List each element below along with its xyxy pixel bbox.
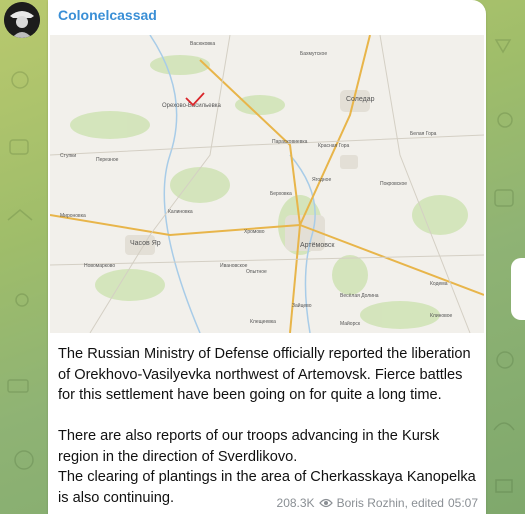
map-label-paraskovievka: Парасковиевка	[272, 139, 308, 145]
message-text	[58, 344, 478, 508]
map-label-mayorsk: Майорск	[340, 321, 361, 327]
map-image[interactable]	[50, 35, 484, 333]
map-label-vasyukovka: Васюковка	[190, 41, 216, 47]
message-meta	[277, 496, 478, 510]
map-label-soledar: Соледар	[346, 96, 375, 103]
map-label-pereznoe: Перезное	[96, 157, 119, 163]
map-label-artemovsk: Артёмовск	[300, 242, 335, 249]
message-time: 05:07	[447, 496, 478, 510]
map-label-kodema: Кодема	[430, 281, 448, 287]
map-label-opytnoe: Опытное	[246, 269, 267, 275]
adjacent-message-edge	[511, 258, 525, 320]
map-label-khromovo: Хромово	[244, 229, 265, 235]
map-label-chasov-yar: Часов Яр	[130, 240, 161, 247]
author-edited: Boris Rozhin, edited	[336, 496, 444, 510]
map-label-kleshcheevka: Клещеевка	[250, 319, 276, 325]
avatar-image	[4, 2, 40, 38]
message-paragraph-3: The clearing of plantings in the area of Cherkasskaya Kanopelka is also continuing.	[58, 469, 476, 506]
map-label-krasnaya-gora: Красная Гора	[318, 143, 350, 149]
map-svg	[50, 35, 484, 333]
map-label-ivanovskoe: Ивановское	[220, 263, 248, 269]
map-label-stupki: Ступки	[60, 153, 77, 159]
channel-avatar[interactable]	[4, 2, 40, 38]
map-label-novomarkovo: Новомарково	[84, 263, 116, 269]
map-label-kalinovka: Калиновка	[168, 209, 193, 215]
view-count: 208.3K	[276, 496, 315, 510]
map-label-vesyolaya-dolina: Весёлая Долина	[340, 293, 379, 299]
message-bubble	[48, 0, 486, 514]
channel-name[interactable]: Colonelcassad	[58, 7, 157, 23]
map-label-orekhovo: Орехово-Васильевка	[162, 103, 221, 109]
message-paragraph-2: There are also reports of our troops advancing in the Kursk region in the direction of Sverdlikovo.	[58, 428, 440, 465]
eye-icon	[319, 498, 333, 508]
map-label-mironovka: Мироновка	[60, 213, 86, 219]
map-label-belaya-gora: Белая Гора	[410, 131, 437, 137]
map-label-yagodnoe: Ягодное	[312, 177, 332, 183]
message-paragraph-1: The Russian Ministry of Defense officially reported the liberation of Orekhovo-Vasilyevka northwest of Artemovsk. Fierce battles for this settlement have been going on for quite a long time.	[58, 346, 471, 403]
map-label-bakhmutskoe: Бахмутское	[300, 51, 328, 57]
map-label-klinovoe: Клиновое	[430, 313, 453, 319]
map-label-pokrovskoe: Покровское	[380, 181, 408, 187]
map-label-berkhovka: Берховка	[270, 191, 292, 197]
map-label-zaitsevo: Зайцево	[292, 303, 312, 309]
